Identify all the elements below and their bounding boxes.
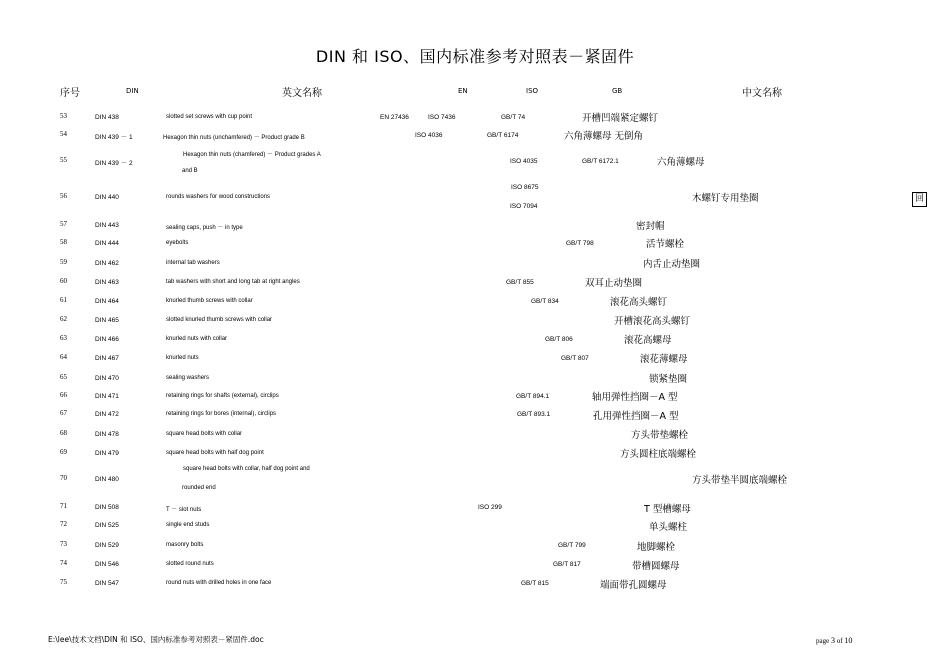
row-gb: GB/T 6172.1 <box>582 158 619 165</box>
row-iso: ISO 4036 <box>415 132 443 139</box>
row-cn: 开槽凹端紧定螺钉 <box>582 113 659 124</box>
row-din: DIN 439 － 1 <box>95 134 133 141</box>
row-num: 57 <box>60 220 67 228</box>
row-num: 64 <box>60 353 67 361</box>
footer-page-number <box>816 636 852 645</box>
header-din: DIN <box>126 87 139 95</box>
row-cn: T 型槽螺母 <box>644 504 691 515</box>
footer-page-prefix: page <box>816 637 830 645</box>
row-din: DIN 525 <box>95 522 119 529</box>
row-cn: 锁紧垫圈 <box>649 374 688 385</box>
row-num: 71 <box>60 502 67 510</box>
row-iso: ISO 4035 <box>510 158 538 165</box>
row-en-name: slotted round nuts <box>166 561 214 567</box>
row-cn: 方头圆柱底端螺栓 <box>620 449 697 460</box>
row-gb: GB/T 815 <box>521 580 549 587</box>
row-cn: 木螺钉专用垫圈 <box>692 193 759 204</box>
row-gb: GB/T 806 <box>545 336 573 343</box>
row-en-name: square head bolts with collar <box>166 431 243 437</box>
row-cn: 带槽圆螺母 <box>632 561 680 572</box>
row-din: DIN 440 <box>95 194 119 201</box>
row-din: DIN 444 <box>95 240 119 247</box>
row-din: DIN 508 <box>95 504 119 511</box>
footer-file-path: E:\lee\技术文档\DIN 和 ISO、国内标准参考对照表－紧固件.doc <box>48 635 264 644</box>
row-en-name-cont: and B <box>182 168 198 174</box>
document-title: DIN 和 ISO、国内标准参考对照表－紧固件 <box>315 47 635 66</box>
row-gb: GB/T 74 <box>501 114 526 121</box>
row-num: 54 <box>60 130 67 138</box>
header-seq: 序号 <box>60 88 80 99</box>
header-cn-name: 中文名称 <box>742 88 782 99</box>
row-en-name: Hexagon thin nuts (chamfered) － Product grades A <box>183 152 321 158</box>
row-en: EN 27436 <box>380 114 409 121</box>
row-en-name: sealing caps, push － in type <box>166 225 243 231</box>
row-num: 56 <box>60 192 67 200</box>
row-din: DIN 467 <box>95 355 119 362</box>
row-num: 62 <box>60 315 67 323</box>
row-cn: 方头带垫半圆底端螺栓 <box>692 475 788 486</box>
row-din: DIN 470 <box>95 375 119 382</box>
row-gb: GB/T 855 <box>506 279 534 286</box>
row-en-name: tab washers with short and long tab at right angles <box>166 279 300 285</box>
row-cn: 活节螺栓 <box>646 239 685 250</box>
row-num: 69 <box>60 448 67 456</box>
row-cn: 地脚螺栓 <box>637 542 676 553</box>
row-cn: 密封帽 <box>636 221 665 232</box>
row-cn: 轴用弹性挡圈－A 型 <box>592 392 678 403</box>
row-num: 73 <box>60 540 67 548</box>
row-en-name: round nuts with drilled holes in one face <box>166 580 272 586</box>
row-iso: ISO 8675 <box>511 184 539 191</box>
row-din: DIN 471 <box>95 393 119 400</box>
row-cn: 六角薄螺母 <box>657 157 705 168</box>
row-en-name: square head bolts with half dog point <box>166 450 264 456</box>
row-cn: 六角薄螺母 无倒角 <box>564 131 644 142</box>
row-en-name: eyebolts <box>166 240 189 246</box>
side-marker-icon: 回 <box>912 192 927 207</box>
row-num: 66 <box>60 391 67 399</box>
row-num: 63 <box>60 334 67 342</box>
row-cn: 内舌止动垫圈 <box>643 259 701 270</box>
row-din: DIN 463 <box>95 279 119 286</box>
row-gb: GB/T 799 <box>558 542 586 549</box>
row-iso-2: ISO 7094 <box>510 203 538 210</box>
row-din: DIN 443 <box>95 222 119 229</box>
row-cn: 滚花高螺母 <box>624 335 672 346</box>
header-en: EN <box>458 87 468 95</box>
row-en-name: single end studs <box>166 522 210 528</box>
row-en-name: T － slot nuts <box>166 507 202 513</box>
row-cn: 双耳止动垫圈 <box>585 278 643 289</box>
row-num: 70 <box>60 474 67 482</box>
row-en-name: internal tab washers <box>166 260 220 266</box>
row-num: 72 <box>60 520 67 528</box>
row-din: DIN 480 <box>95 476 119 483</box>
row-cn: 单头螺柱 <box>649 522 688 533</box>
row-cn: 滚花高头螺钉 <box>610 297 668 308</box>
row-din: DIN 478 <box>95 431 119 438</box>
row-en-name: retaining rings for bores (internal), circlips <box>166 411 277 417</box>
row-num: 68 <box>60 429 67 437</box>
row-cn: 孔用弹性挡圈－A 型 <box>593 411 679 422</box>
row-cn: 滚花薄螺母 <box>640 354 688 365</box>
row-gb: GB/T 6174 <box>487 132 519 139</box>
row-num: 74 <box>60 559 67 567</box>
footer-page-current: 3 <box>830 636 835 645</box>
row-din: DIN 464 <box>95 298 119 305</box>
row-en-name: sealing washers <box>166 375 210 381</box>
row-num: 55 <box>60 156 67 164</box>
row-cn: 方头带垫螺栓 <box>631 430 689 441</box>
row-num: 60 <box>60 277 67 285</box>
row-en-name: slotted knurled thumb screws with collar <box>166 317 273 323</box>
row-en-name: knurled nuts <box>166 355 199 361</box>
row-num: 61 <box>60 296 67 304</box>
row-cn: 开槽滚花高头螺钉 <box>614 316 691 327</box>
row-en-name: rounds washers for wood constructions <box>166 194 271 200</box>
header-en-name: 英文名称 <box>282 88 322 99</box>
row-en-name: square head bolts with collar, half dog point and <box>183 466 310 472</box>
row-din: DIN 439 － 2 <box>95 160 133 167</box>
row-din: DIN 547 <box>95 580 119 587</box>
row-num: 53 <box>60 112 67 120</box>
row-gb: GB/T 817 <box>553 561 581 568</box>
header-iso: ISO <box>526 87 539 95</box>
row-din: DIN 472 <box>95 411 119 418</box>
row-num: 58 <box>60 238 67 246</box>
header-gb: GB <box>612 87 623 95</box>
footer-page-total: 10 <box>844 636 853 645</box>
row-gb: GB/T 893.1 <box>517 411 551 418</box>
row-en-name: knurled nuts with collar <box>166 336 228 342</box>
row-gb: GB/T 807 <box>561 355 589 362</box>
row-num: 59 <box>60 258 67 266</box>
row-din: DIN 466 <box>95 336 119 343</box>
row-num: 65 <box>60 373 67 381</box>
row-en-name: knurled thumb screws with collar <box>166 298 253 304</box>
row-din: DIN 438 <box>95 114 119 121</box>
row-din: DIN 546 <box>95 561 119 568</box>
row-cn: 端面带孔圆螺母 <box>600 580 667 591</box>
row-din: DIN 529 <box>95 542 119 549</box>
row-din: DIN 479 <box>95 450 119 457</box>
row-din: DIN 462 <box>95 260 119 267</box>
row-en-name: slotted set screws with cup point <box>166 114 253 120</box>
footer-page-of: of <box>836 637 843 645</box>
row-num: 67 <box>60 409 67 417</box>
row-num: 75 <box>60 578 67 586</box>
row-en-name-cont: rounded end <box>182 485 216 491</box>
row-gb: GB/T 834 <box>531 298 559 305</box>
row-en-name: masonry bolts <box>166 542 204 548</box>
row-gb: GB/T 894.1 <box>516 393 550 400</box>
row-din: DIN 465 <box>95 317 119 324</box>
row-gb: GB/T 798 <box>566 240 594 247</box>
row-en-name: Hexagon thin nuts (unchamfered) － Product grade B <box>163 135 305 141</box>
row-iso: ISO 7436 <box>428 114 456 121</box>
row-iso: ISO 299 <box>478 504 502 511</box>
row-en-name: retaining rings for shafts (external), circlips <box>166 393 279 399</box>
